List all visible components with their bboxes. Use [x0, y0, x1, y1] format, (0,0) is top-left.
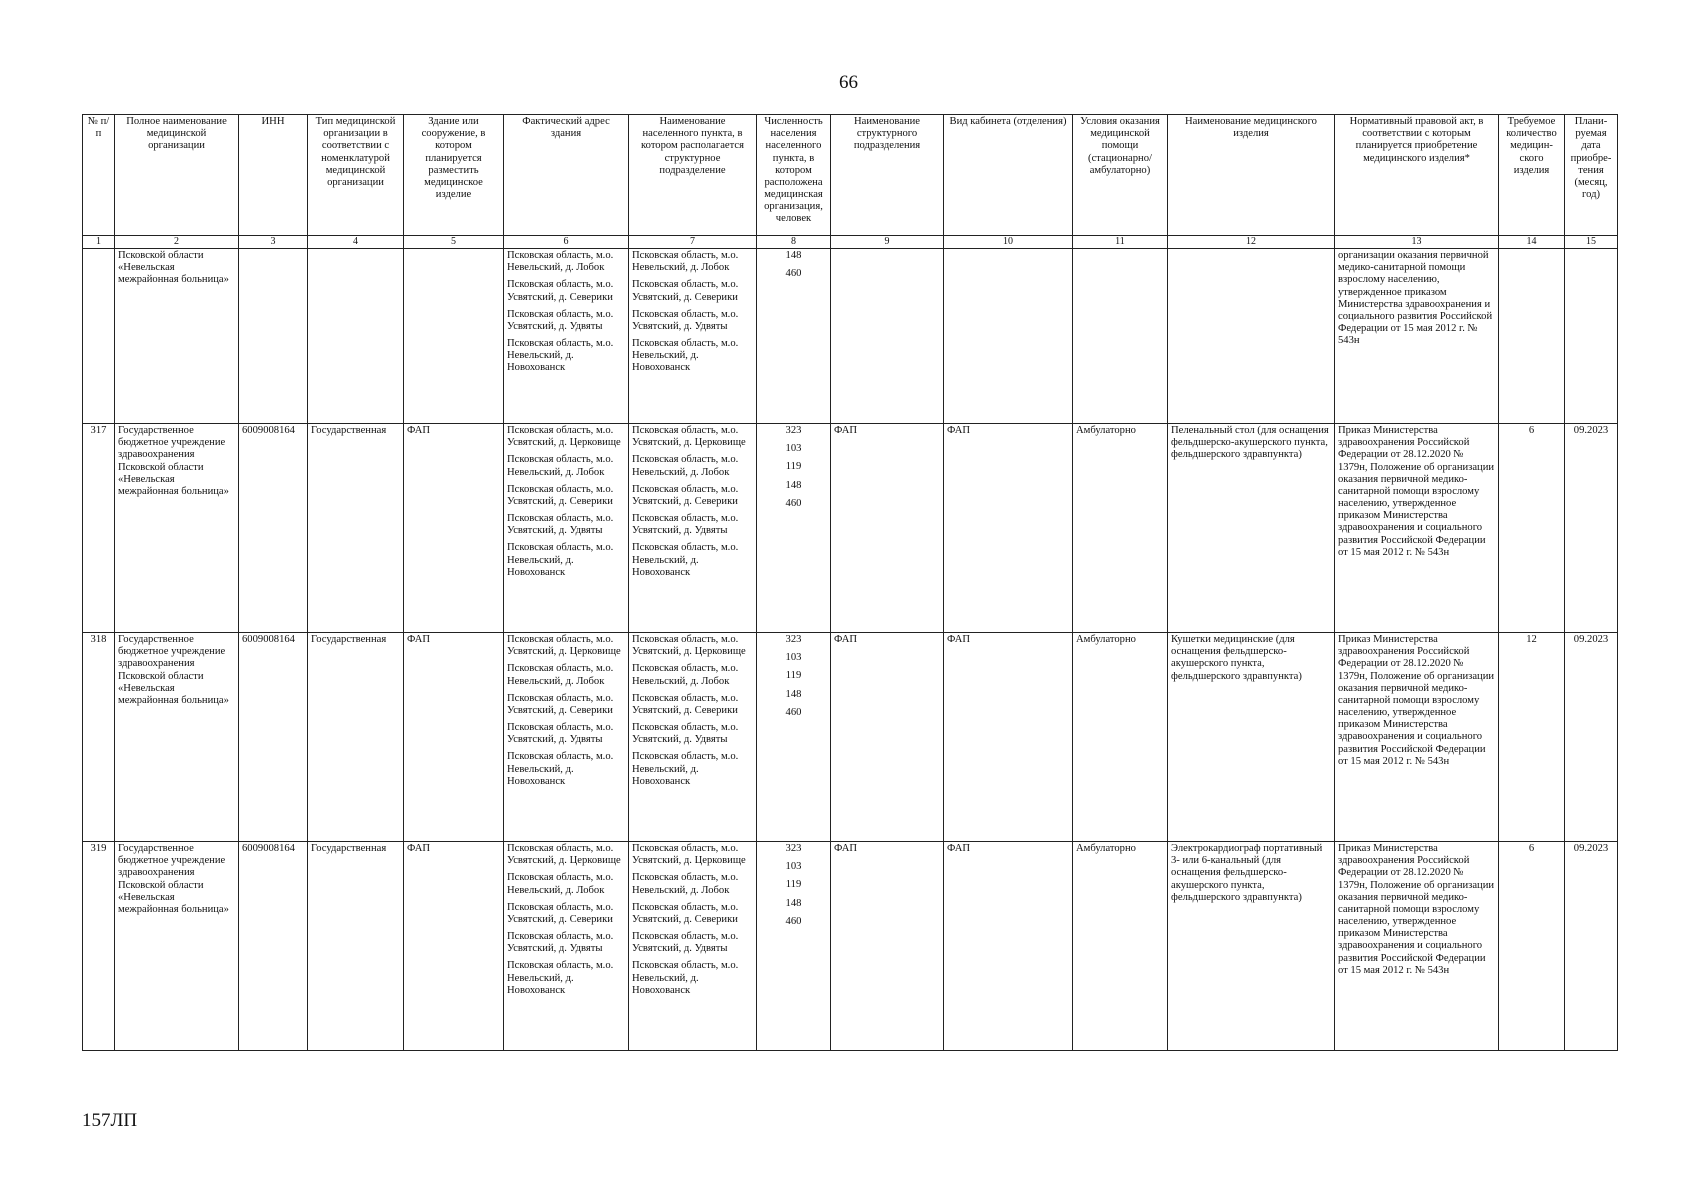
address: Псковская область, м.о. Усвятский, д. Северики	[507, 483, 614, 507]
col-header: Наименование населенного пункта, в котором располагается структурное подразделение	[629, 115, 757, 236]
population: 323	[785, 843, 802, 854]
locality: Псковская область, м.о. Усвятский, д. Северики	[632, 483, 739, 507]
locality-cell	[629, 424, 757, 633]
locality: Псковская область, м.о. Невельский, д. Лобок	[632, 250, 739, 274]
address-cell	[504, 842, 629, 1051]
col-header: ИНН	[239, 115, 308, 236]
org-name-cell: Государственное бюджетное учреждение здравоохранения Псковской области «Невельская межрайонная больница»	[115, 424, 239, 633]
device-cell: Кушетки медицинские (для оснащения фельдшерско-акушерского пункта, фельдшерского здравпункта)	[1168, 633, 1335, 842]
population: 148	[785, 479, 802, 491]
address: Псковская область, м.о. Невельский, д. Лобок	[507, 250, 614, 274]
quantity-cell: 6	[1499, 842, 1565, 1051]
device-cell: Пеленальный стол (для оснащения фельдшерско-акушерского пункта, фельдшерского здравпункта)	[1168, 424, 1335, 633]
col-header: Наименование медицинского изделия	[1168, 115, 1335, 236]
room-cell: ФАП	[944, 424, 1073, 633]
locality: Псковская область, м.о. Усвятский, д. Удвяты	[632, 931, 739, 955]
act-cell: организации оказания первичной медико-санитарной помощи взрослому населению, утвержденное приказом Министерства здравоохранения и социального развития Российской Федерации от 15 мая 2012 г. № 543н	[1335, 249, 1499, 424]
locality: Псковская область, м.о. Невельский, д. Новохованск	[632, 751, 739, 787]
population: 460	[785, 915, 802, 927]
address: Псковская область, м.о. Усвятский, д. Северики	[507, 901, 614, 925]
unit-cell: ФАП	[831, 842, 944, 1051]
room-cell: ФАП	[944, 842, 1073, 1051]
population-cell	[757, 842, 831, 1051]
locality: Псковская область, м.о. Усвятский, д. Северики	[632, 692, 739, 716]
col-header: Нормативный правовой акт, в соответствии с которым планируется приобретение медицинского изделия*	[1335, 115, 1499, 236]
equipment-table	[82, 114, 1618, 1051]
act-cell: Приказ Министерства здравоохранения Российской Федерации от 28.12.2020 № 1379н, Положение об организации оказания первичной медико-санитарной помощи взрослому населению, утвержденное приказом Министерства здравоохранения и социального развития Российской Федерации от 15 мая 2012 г. № 543н	[1335, 424, 1499, 633]
org-type-cell: Государственная	[308, 842, 404, 1051]
col-header: Условия оказания медицинской помощи (стационарно/ амбулаторно)	[1073, 115, 1168, 236]
building-cell: ФАП	[404, 842, 504, 1051]
org-type-cell: Государственная	[308, 633, 404, 842]
locality: Псковская область, м.о. Усвятский, д. Северики	[632, 901, 739, 925]
address: Псковская область, м.о. Невельский, д. Лобок	[507, 872, 614, 896]
col-number: 8	[757, 236, 831, 249]
org-name-cell: Псковской области «Невельская межрайонная больница»	[115, 249, 239, 424]
header-row	[83, 115, 1618, 236]
col-header: Фактический адрес здания	[504, 115, 629, 236]
address: Псковская область, м.о. Невельский, д. Лобок	[507, 454, 614, 478]
col-number: 3	[239, 236, 308, 249]
col-header: Здание или сооружение, в котором планируется разместить медицинское изделие	[404, 115, 504, 236]
col-header: Плани-руемая дата приобре-тения (месяц, год)	[1565, 115, 1618, 236]
locality: Псковская область, м.о. Усвятский, д. Церковище	[632, 425, 746, 449]
col-number: 7	[629, 236, 757, 249]
locality: Псковская область, м.о. Невельский, д. Лобок	[632, 663, 739, 687]
document-code: 157ЛП	[82, 1110, 138, 1131]
col-number: 5	[404, 236, 504, 249]
room-cell: ФАП	[944, 633, 1073, 842]
row-number: 318	[83, 633, 115, 842]
org-name-cell: Государственное бюджетное учреждение здравоохранения Псковской области «Невельская межрайонная больница»	[115, 842, 239, 1051]
col-number: 13	[1335, 236, 1499, 249]
quantity-cell: 12	[1499, 633, 1565, 842]
population: 323	[785, 634, 802, 645]
population: 119	[785, 670, 802, 682]
locality-cell	[629, 633, 757, 842]
address: Псковская область, м.о. Невельский, д. Новохованск	[507, 751, 614, 787]
act-cell: Приказ Министерства здравоохранения Российской Федерации от 28.12.2020 № 1379н, Положение об организации оказания первичной медико-санитарной помощи взрослому населению, утвержденное приказом Министерства здравоохранения и социального развития Российской Федерации от 15 мая 2012 г. № 543н	[1335, 842, 1499, 1051]
col-header: Требуемое количество медицин-ского изделия	[1499, 115, 1565, 236]
population-cell	[757, 249, 831, 424]
address: Псковская область, м.о. Усвятский, д. Северики	[507, 692, 614, 716]
population: 460	[785, 268, 802, 280]
population: 103	[785, 861, 802, 873]
col-number: 1	[83, 236, 115, 249]
col-header: Наименование структурного подразделения	[831, 115, 944, 236]
locality-cell	[629, 842, 757, 1051]
population: 148	[785, 688, 802, 700]
population: 103	[785, 652, 802, 664]
address: Псковская область, м.о. Невельский, д. Новохованск	[507, 542, 614, 578]
address: Псковская область, м.о. Усвятский, д. Удвяты	[507, 513, 614, 537]
unit-cell: ФАП	[831, 424, 944, 633]
col-header: № п/п	[83, 115, 115, 236]
col-number: 11	[1073, 236, 1168, 249]
address: Псковская область, м.о. Невельский, д. Новохованск	[507, 960, 614, 996]
device-cell: Электрокардиограф портативный 3- или 6-канальный (для оснащения фельдшерско-акушерского пункта, фельдшерского здравпункта)	[1168, 842, 1335, 1051]
date-cell: 09.2023	[1565, 424, 1618, 633]
col-number: 6	[504, 236, 629, 249]
conditions-cell: Амбулаторно	[1073, 424, 1168, 633]
population: 103	[785, 443, 802, 455]
address: Псковская область, м.о. Усвятский, д. Церковище	[507, 843, 621, 867]
table-row	[83, 633, 1618, 842]
org-name-cell: Государственное бюджетное учреждение здравоохранения Псковской области «Невельская межрайонная больница»	[115, 633, 239, 842]
population: 460	[785, 706, 802, 718]
population: 323	[785, 425, 802, 436]
building-cell: ФАП	[404, 424, 504, 633]
address: Псковская область, м.о. Невельский, д. Лобок	[507, 663, 614, 687]
col-number: 9	[831, 236, 944, 249]
address: Псковская область, м.о. Усвятский, д. Удвяты	[507, 308, 614, 332]
col-number: 14	[1499, 236, 1565, 249]
inn-cell: 6009008164	[239, 842, 308, 1051]
locality: Псковская область, м.о. Невельский, д. Новохованск	[632, 542, 739, 578]
locality: Псковская область, м.о. Усвятский, д. Церковище	[632, 843, 746, 867]
quantity-cell: 6	[1499, 424, 1565, 633]
address: Псковская область, м.о. Усвятский, д. Северики	[507, 279, 614, 303]
locality: Псковская область, м.о. Невельский, д. Лобок	[632, 872, 739, 896]
col-header: Полное наименование медицинской организации	[115, 115, 239, 236]
address-cell	[504, 633, 629, 842]
population: 148	[785, 250, 802, 261]
population: 119	[785, 461, 802, 473]
col-number: 2	[115, 236, 239, 249]
col-number: 15	[1565, 236, 1618, 249]
col-header: Тип медицинской организации в соответствии с номенклатурой медицинской организации	[308, 115, 404, 236]
column-number-row	[83, 236, 1618, 249]
locality: Псковская область, м.о. Невельский, д. Новохованск	[632, 338, 739, 374]
address-cell	[504, 249, 629, 424]
act-cell: Приказ Министерства здравоохранения Российской Федерации от 28.12.2020 № 1379н, Положение об организации оказания первичной медико-санитарной помощи взрослому населению, утвержденное приказом Министерства здравоохранения и социального развития Российской Федерации от 15 мая 2012 г. № 543н	[1335, 633, 1499, 842]
population-cell	[757, 424, 831, 633]
address: Псковская область, м.о. Усвятский, д. Церковище	[507, 634, 621, 658]
row-number: 317	[83, 424, 115, 633]
locality: Псковская область, м.о. Невельский, д. Лобок	[632, 454, 739, 478]
page-number: 66	[839, 72, 858, 93]
locality-cell	[629, 249, 757, 424]
date-cell: 09.2023	[1565, 842, 1618, 1051]
locality: Псковская область, м.о. Усвятский, д. Удвяты	[632, 722, 739, 746]
address: Псковская область, м.о. Усвятский, д. Церковище	[507, 425, 621, 449]
conditions-cell: Амбулаторно	[1073, 842, 1168, 1051]
address: Псковская область, м.о. Невельский, д. Новохованск	[507, 338, 614, 374]
org-type-cell: Государственная	[308, 424, 404, 633]
row-number: 319	[83, 842, 115, 1051]
table-row-continuation	[83, 249, 1618, 424]
locality: Псковская область, м.о. Невельский, д. Новохованск	[632, 960, 739, 996]
table-row	[83, 842, 1618, 1051]
inn-cell: 6009008164	[239, 424, 308, 633]
col-header: Численность населения населенного пункта, в котором расположена медицинская организация, человек	[757, 115, 831, 236]
table-row	[83, 424, 1618, 633]
conditions-cell: Амбулаторно	[1073, 633, 1168, 842]
population: 119	[785, 879, 802, 891]
unit-cell: ФАП	[831, 633, 944, 842]
population: 148	[785, 897, 802, 909]
inn-cell: 6009008164	[239, 633, 308, 842]
address: Псковская область, м.о. Усвятский, д. Удвяты	[507, 931, 614, 955]
building-cell: ФАП	[404, 633, 504, 842]
date-cell: 09.2023	[1565, 633, 1618, 842]
population: 460	[785, 497, 802, 509]
locality: Псковская область, м.о. Усвятский, д. Удвяты	[632, 308, 739, 332]
locality: Псковская область, м.о. Усвятский, д. Северики	[632, 279, 739, 303]
col-number: 12	[1168, 236, 1335, 249]
address: Псковская область, м.о. Усвятский, д. Удвяты	[507, 722, 614, 746]
population-cell	[757, 633, 831, 842]
col-number: 10	[944, 236, 1073, 249]
col-header: Вид кабинета (отделения)	[944, 115, 1073, 236]
address-cell	[504, 424, 629, 633]
col-number: 4	[308, 236, 404, 249]
locality: Псковская область, м.о. Усвятский, д. Удвяты	[632, 513, 739, 537]
locality: Псковская область, м.о. Усвятский, д. Церковище	[632, 634, 746, 658]
